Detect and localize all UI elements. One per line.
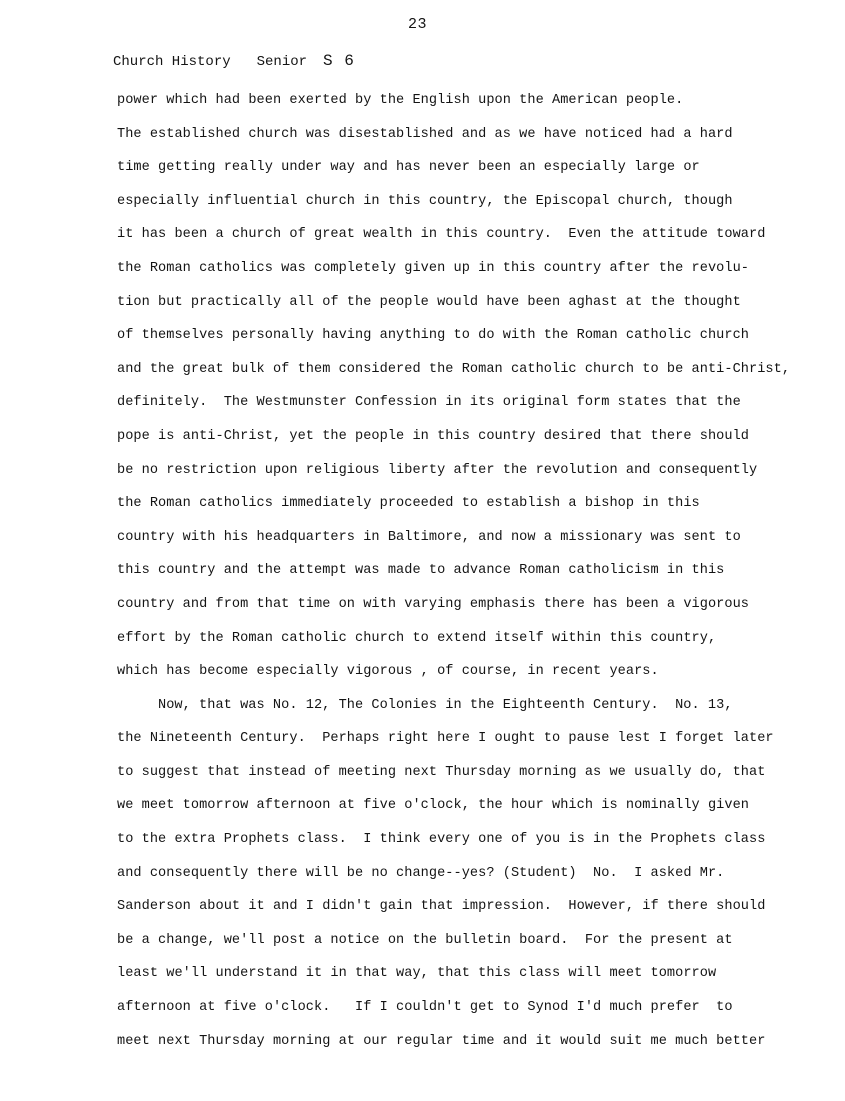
course-level: Senior: [256, 54, 308, 70]
text-line: and the great bulk of them considered the Roman catholic church to be anti-Christ,: [117, 361, 791, 377]
text-line: meet next Thursday morning at our regular time and it would suit me much better: [117, 1033, 766, 1049]
text-line: especially influential church in this country, the Episcopal church, though: [117, 193, 733, 209]
text-line: this country and the attempt was made to advance Roman catholicism in this: [117, 563, 725, 579]
text-line: be a change, we'll post a notice on the bulletin board. For the present at: [117, 932, 733, 948]
text-line: pope is anti-Christ, yet the people in this country desired that there should: [117, 428, 749, 444]
text-line: The established church was disestablished and as we have noticed had a hard: [117, 126, 733, 142]
page-header: [113, 52, 355, 70]
text-line: afternoon at five o'clock. If I couldn't get to Synod I'd much prefer to: [117, 1000, 733, 1016]
text-line: to suggest that instead of meeting next Thursday morning as we usually do, that: [117, 764, 766, 780]
body-text: [117, 91, 807, 1065]
text-line: we meet tomorrow afternoon at five o'clock, the hour which is nominally given: [117, 798, 749, 814]
text-line: it has been a church of great wealth in this country. Even the attitude toward: [117, 227, 766, 243]
text-line: to the extra Prophets class. I think every one of you is in the Prophets class: [117, 832, 766, 848]
text-line: country with his headquarters in Baltimore, and now a missionary was sent to: [117, 529, 741, 545]
text-line: tion but practically all of the people would have been aghast at the thought: [117, 294, 741, 310]
text-line: Sanderson about it and I didn't gain that impression. However, if there should: [117, 899, 766, 915]
course-subject: Church History: [113, 54, 231, 70]
text-line: the Nineteenth Century. Perhaps right here I ought to pause lest I forget later: [117, 731, 774, 747]
text-line: of themselves personally having anything to do with the Roman catholic church: [117, 328, 749, 344]
paragraph-start-line: Now, that was No. 12, The Colonies in the Eighteenth Century. No. 13,: [158, 697, 733, 713]
text-line: definitely. The Westmunster Confession in its original form states that the: [117, 395, 741, 411]
text-line: time getting really under way and has never been an especially large or: [117, 160, 700, 176]
page-number: 23: [408, 16, 428, 33]
text-line: which has become especially vigorous , of course, in recent years.: [117, 664, 659, 680]
text-line: power which had been exerted by the English upon the American people.: [117, 93, 684, 108]
text-line: and consequently there will be no change--yes? (Student) No. I asked Mr.: [117, 865, 725, 881]
section-code: S 6: [323, 52, 355, 70]
text-line: effort by the Roman catholic church to extend itself within this country,: [117, 630, 717, 646]
text-line: the Roman catholics was completely given up in this country after the revolu-: [117, 260, 749, 276]
text-line: least we'll understand it in that way, that this class will meet tomorrow: [117, 966, 717, 982]
text-line: country and from that time on with varying emphasis there has been a vigorous: [117, 596, 749, 612]
text-line: the Roman catholics immediately proceeded to establish a bishop in this: [117, 496, 700, 512]
text-line: be no restriction upon religious liberty after the revolution and consequently: [117, 462, 758, 478]
